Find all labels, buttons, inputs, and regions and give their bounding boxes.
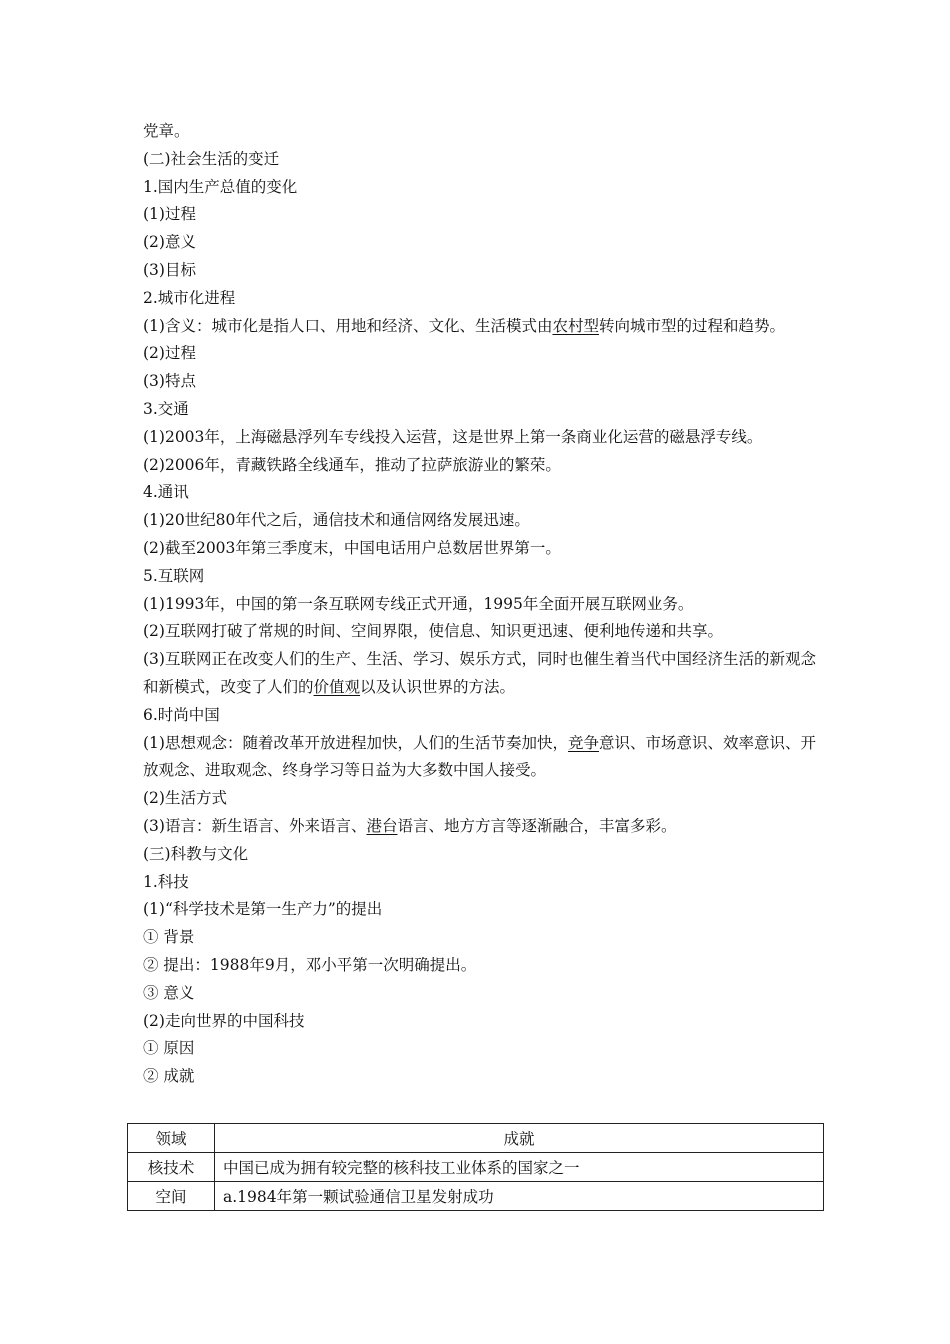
- table-cell: 中国已成为拥有较完整的核科技工业体系的国家之一: [215, 1153, 824, 1182]
- table-header-cell: 领域: [128, 1124, 215, 1153]
- document-body: [143, 118, 823, 1091]
- text-line: (2)2006年，青藏铁路全线通车，推动了拉萨旅游业的繁荣。: [143, 455, 561, 474]
- underlined-term: 农村型: [552, 316, 599, 335]
- text-line: (1)2003年，上海磁悬浮列车专线投入运营，这是世界上第一条商业化运营的磁悬浮专线。: [143, 427, 763, 446]
- text-line: (3)目标: [143, 260, 196, 279]
- table-header-cell: 成就: [215, 1124, 824, 1153]
- text-line: (3)特点: [143, 372, 196, 391]
- text-span: (3)互联网正在改变人们的生产、生活、学习、娱乐方式，同时也催生着当代中国经济生活的新观念和新模式，改变了人们的: [143, 650, 816, 696]
- text-line: (1)过程: [143, 205, 196, 224]
- underlined-term: 竞争: [567, 733, 599, 752]
- underlined-term: 价值观: [313, 677, 361, 696]
- subsection-heading: 6.时尚中国: [143, 705, 220, 724]
- table-row: [128, 1153, 824, 1182]
- subsection-heading: 5.互联网: [143, 566, 205, 585]
- table-cell: a.1984年第一颗试验通信卫星发射成功: [215, 1182, 824, 1211]
- text-paragraph: [143, 313, 823, 341]
- text-line: ② 提出：1988年9月，邓小平第一次明确提出。: [143, 955, 477, 974]
- text-span: 以及认识世界的方法。: [360, 677, 516, 696]
- text-line: (2)过程: [143, 344, 196, 363]
- text-span: 意识、市场意识、效率意识、开放观念、进取观念、终身学习等日益为大多数中国人接受。: [143, 733, 816, 780]
- text-span: (1)思想观念：随着改革开放进程加快，人们的生活节奏加快，: [143, 733, 568, 752]
- underlined-term: 港台: [366, 816, 398, 835]
- text-paragraph: [143, 646, 823, 702]
- text-line: 党章。: [143, 122, 190, 140]
- text-line: ② 成就: [143, 1067, 195, 1086]
- section-heading: (二)社会生活的变迁: [143, 149, 280, 168]
- table-cell: 核技术: [128, 1153, 215, 1182]
- table-header-row: [128, 1124, 824, 1153]
- table-row: [128, 1182, 824, 1211]
- text-span: (1)含义：城市化是指人口、用地和经济、文化、生活模式由: [143, 316, 553, 335]
- subsection-heading: 1.科技: [143, 872, 189, 891]
- text-line: (1)20世纪80年代之后，通信技术和通信网络发展迅速。: [143, 511, 530, 530]
- text-line: (2)截至2003年第三季度末，中国电话用户总数居世界第一。: [143, 538, 561, 557]
- text-line: (2)意义: [143, 233, 196, 252]
- section-heading: (三)科教与文化: [143, 844, 249, 863]
- table-cell: 空间: [128, 1182, 215, 1211]
- subsection-heading: 1.国内生产总值的变化: [143, 177, 298, 196]
- achievements-table: [127, 1123, 824, 1211]
- text-line: (2)生活方式: [143, 789, 227, 808]
- text-line: (2)走向世界的中国科技: [143, 1011, 305, 1030]
- text-line: (2)互联网打破了常规的时间、空间界限，使信息、知识更迅速、便利地传递和共享。: [143, 622, 723, 641]
- text-line: ① 背景: [143, 928, 195, 947]
- subsection-heading: 2.城市化进程: [143, 288, 236, 307]
- subsection-heading: 4.通讯: [143, 483, 189, 502]
- text-line: ③ 意义: [143, 983, 195, 1002]
- text-line: (1)1993年，中国的第一条互联网专线正式开通，1995年全面开展互联网业务。: [143, 594, 694, 613]
- text-line: (1)“科学技术是第一生产力”的提出: [143, 900, 383, 919]
- text-span: 语言、地方方言等逐渐融合，丰富多彩。: [397, 816, 677, 835]
- subsection-heading: 3.交通: [143, 399, 189, 418]
- text-line: ① 原因: [143, 1039, 195, 1058]
- text-span: 转向城市型的过程和趋势。: [598, 316, 785, 335]
- text-line: [143, 813, 823, 841]
- text-paragraph: [143, 730, 823, 786]
- text-span: (3)语言：新生语言、外来语言、: [143, 816, 367, 835]
